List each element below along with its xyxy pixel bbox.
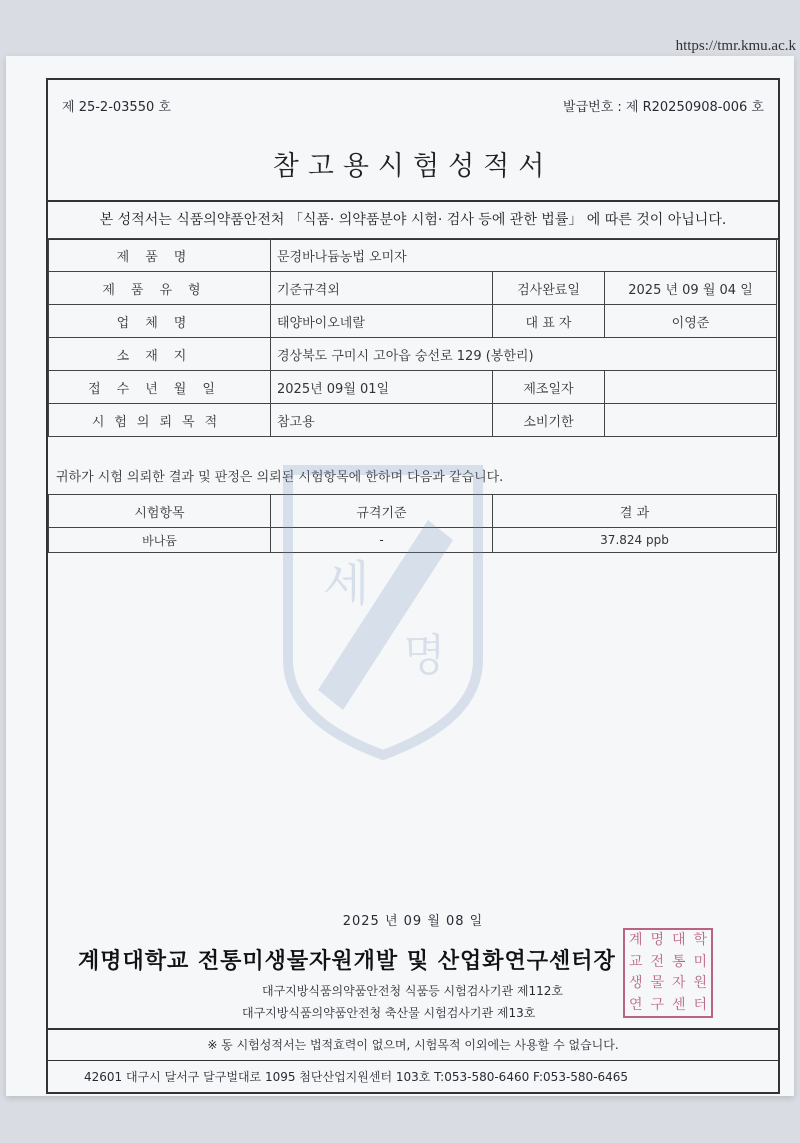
legal-notice: 본 성적서는 식품의약품안전처 「식품· 의약품분야 시험· 검사 등에 관한 법률」 에 따른 것이 아닙니다. [48,200,778,240]
footer-notice: ※ 동 시험성적서는 법적효력이 없으며, 시험목적 이외에는 사용할 수 없습니다. [48,1028,778,1061]
product-name-value: 문경바나듐농법 오미자 [271,239,777,272]
inspection-done-value: 2025 년 09 월 04 일 [605,272,777,305]
product-type-label: 제품유형 [49,272,271,305]
result-value: 37.824 ppb [493,528,777,553]
seal-char: 교 [628,953,643,970]
purpose-label: 시험의뢰목적 [49,404,271,437]
organization-registration-2: 대구지방식품의약품안전청 축산물 시험검사기관 제13호 [242,1006,536,1020]
manufactured-value [605,371,777,404]
manufactured-label: 제조일자 [493,371,605,404]
result-header-standard: 규격기준 [271,495,493,528]
info-row-purpose [49,404,777,437]
result-standard: - [271,528,493,553]
watermark-char-1: 세 [323,556,370,612]
seal-char: 전 [650,953,665,970]
purpose-value: 참고용 [271,404,493,437]
received-label: 접수년월일 [49,371,271,404]
seal-char: 자 [671,975,686,991]
info-row-company [49,305,777,338]
address-value: 경상북도 구미시 고아읍 숭선로 129 (봉한리) [271,338,777,371]
official-seal-stamp [623,928,713,1018]
seal-char: 계 [628,932,643,948]
result-item: 바나듐 [49,528,271,553]
info-table [48,238,777,437]
organization-name: 계명대학교 전통미생물자원개발 및 산업화연구센터장 [78,949,616,974]
info-row-product-name [49,239,777,272]
inspection-done-label: 검사완료일 [493,272,605,305]
seal-char: 물 [650,975,665,991]
expiry-label: 소비기한 [493,404,605,437]
university-emblem-watermark [278,460,488,760]
ceo-value: 이영준 [605,305,777,338]
document-paper [6,56,794,1096]
company-label: 업체명 [49,305,271,338]
seal-char: 생 [628,975,643,991]
seal-char: 대 [671,932,686,948]
seal-char: 원 [693,975,708,991]
issue-id: 발급번호 : 제 R20250908-006 호 [563,100,764,115]
ceo-label: 대 표 자 [493,305,605,338]
document-frame [46,78,780,1094]
product-name-label: 제품명 [49,239,271,272]
address-label: 소재지 [49,338,271,371]
seal-char: 구 [650,996,665,1013]
info-row-received [49,371,777,404]
seal-char: 학 [693,932,708,948]
company-value: 태양바이오네랄 [271,305,493,338]
received-value: 2025년 09월 01일 [271,371,493,404]
footer-address: 42601 대구시 달서구 달구벌대로 1095 첨단산업지원센터 103호 T:053-580-6460 F:053-580-6465 [84,1070,629,1084]
seal-char: 센 [671,996,686,1013]
seal-char: 명 [650,932,665,948]
seal-char: 미 [693,953,708,970]
organization-registration-1: 대구지방식품의약품안전청 식품등 시험검사기관 제112호 [262,984,563,998]
expiry-value [605,404,777,437]
product-type-value: 기준규격외 [271,272,493,305]
issue-date: 2025 년 09 월 08 일 [342,914,484,929]
watermark-char-2: 명 [403,630,446,681]
result-header-value: 결 과 [493,495,777,528]
issue-number: 제 25-2-03550 호 [62,100,171,115]
result-header-item: 시험항목 [49,495,271,528]
seal-char: 터 [693,996,708,1013]
document-title: 참고용시험성적서 [272,151,554,182]
result-note: 귀하가 시험 의뢰한 결과 및 판정은 의뢰된 시험항목에 한하며 다음과 같습니다. [56,470,504,485]
info-row-product-type [49,272,777,305]
info-row-address [49,338,777,371]
seal-char: 연 [628,996,643,1013]
seal-char: 통 [671,953,686,970]
url-text: https://tmr.kmu.ac.k [675,38,796,54]
